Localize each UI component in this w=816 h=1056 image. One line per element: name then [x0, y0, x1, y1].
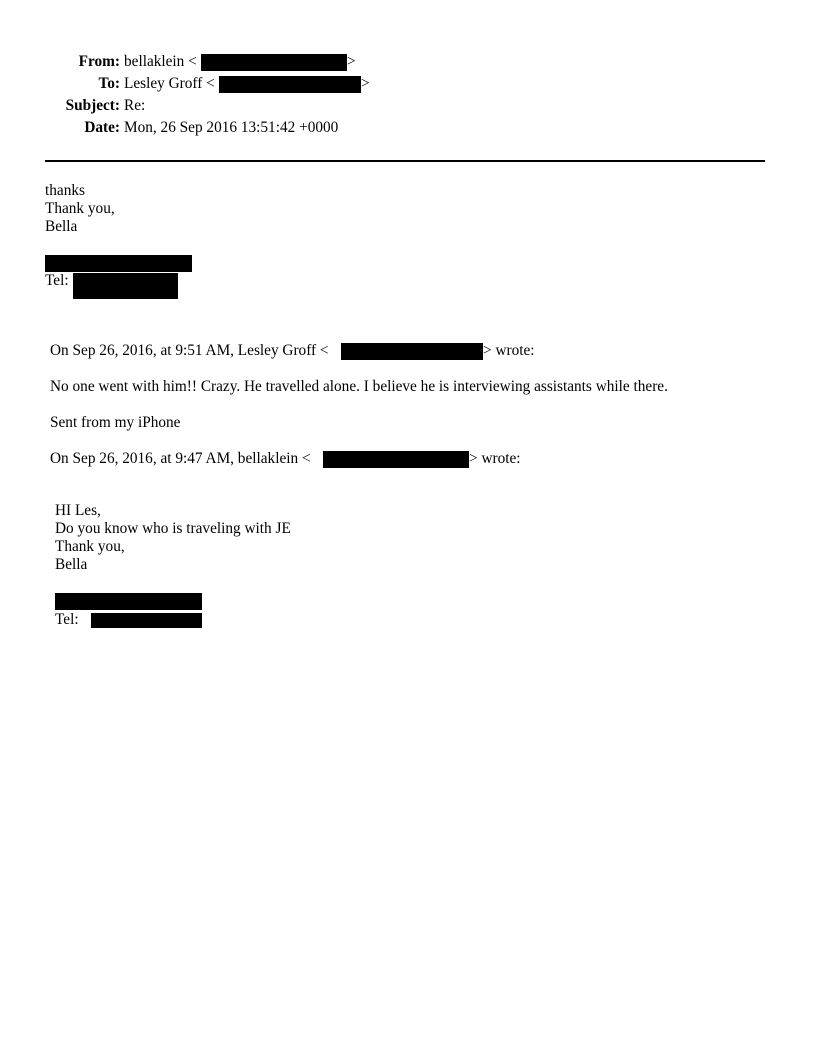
quote-attribution-end: > wrote: — [469, 450, 521, 467]
quote-signature: Sent from my iPhone — [50, 414, 181, 431]
to-label: To: — [98, 75, 120, 92]
redaction-block — [323, 451, 469, 468]
from-close: > — [347, 53, 356, 70]
redaction-block — [341, 343, 483, 360]
from-value: bellaklein < — [124, 53, 197, 70]
quote-attribution: On Sep 26, 2016, at 9:51 AM, Lesley Groff < — [50, 342, 329, 359]
reply-signature-name: Bella — [45, 218, 78, 235]
to-value: Lesley Groff < — [124, 75, 215, 92]
quote-signature-name: Bella — [55, 556, 88, 573]
reply-line: thanks — [45, 182, 85, 199]
date-label: Date: — [84, 119, 120, 136]
redaction-block — [91, 613, 202, 628]
quote-line: Do you know who is traveling with JE — [55, 520, 291, 537]
to-close: > — [361, 75, 370, 92]
reply-tel-label: Tel: — [45, 272, 69, 289]
quote-attribution-end: > wrote: — [483, 342, 535, 359]
quote-body: No one went with him!! Crazy. He travelled alone. I believe he is interviewing assistants while there. — [50, 378, 668, 395]
reply-line: Thank you, — [45, 200, 115, 217]
subject-label: Subject: — [65, 97, 120, 114]
redaction-block — [73, 273, 178, 299]
quote-line: HI Les, — [55, 502, 101, 519]
redaction-block — [219, 76, 361, 93]
redaction-block — [45, 255, 192, 272]
from-label: From: — [78, 53, 120, 70]
redaction-block — [55, 593, 202, 610]
quote-tel-label: Tel: — [55, 611, 79, 628]
header-divider — [45, 160, 765, 162]
quote-attribution: On Sep 26, 2016, at 9:47 AM, bellaklein < — [50, 450, 311, 467]
quote-line: Thank you, — [55, 538, 125, 555]
redaction-block — [201, 54, 347, 71]
date-value: Mon, 26 Sep 2016 13:51:42 +0000 — [124, 119, 339, 136]
subject-value: Re: — [124, 97, 146, 114]
